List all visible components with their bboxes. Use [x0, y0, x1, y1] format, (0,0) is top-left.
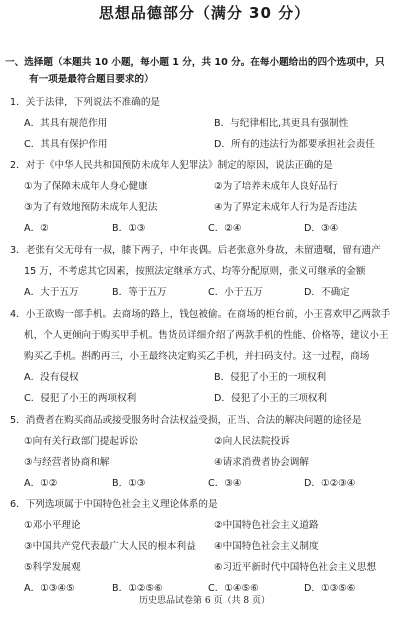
option-b: B．①③ — [112, 478, 146, 489]
stem-line: 15 万，不考虑其它因素，按照法定继承方式、均等分配原则，张义可继承的金额 — [24, 266, 366, 277]
option-a: A．没有侵权 — [24, 372, 79, 383]
option-b: B．等于五万 — [112, 287, 167, 298]
statement-3: ③为了有效地预防未成年人犯法 — [24, 202, 158, 213]
statement-1: ①为了保障未成年人身心健康 — [24, 181, 148, 192]
option-d: D．不确定 — [304, 287, 350, 298]
question-stem — [10, 304, 402, 367]
option-a: A．①③④⑤ — [24, 583, 75, 594]
option-b: B．①③ — [112, 223, 146, 234]
question-stem: 5．消费者在购买商品或接受服务时合法权益受损，正当、合法的解决问题的途径是 — [10, 415, 362, 426]
section-heading-line-1: 一、选择题（本题共 10 小题，每小题 1 分，共 10 分。在每小题给出的四个选项中，只 — [5, 57, 385, 68]
statement-2: ②中国特色社会主义道路 — [214, 520, 319, 531]
statement-6: ⑥习近平新时代中国特色社会主义思想 — [214, 562, 377, 573]
option-b: B．与纪律相比,其更具有强制性 — [214, 118, 349, 129]
statement-5: ⑤科学发展观 — [24, 562, 81, 573]
option-a: A．其具有规范作用 — [24, 118, 108, 129]
option-a: A．大于五万 — [24, 287, 79, 298]
question-1 — [10, 92, 402, 155]
statement-4: ④为了界定未成年人行为是否违法 — [214, 202, 357, 213]
option-d: D．①②③④ — [304, 478, 356, 489]
option-c: C．其具有保护作用 — [24, 139, 108, 150]
option-c: C．①④⑤⑥ — [208, 583, 259, 594]
option-d: D．所有的违法行为都要承担社会责任 — [214, 139, 375, 150]
option-c: C．②④ — [208, 223, 242, 234]
section-heading-line-2: 有一项是最符合题目要求的） — [29, 74, 154, 85]
question-6 — [10, 494, 402, 599]
question-stem: 6．下列选项属于中国特色社会主义理论体系的是 — [10, 499, 218, 510]
option-c: C．③④ — [208, 478, 242, 489]
option-c: C．侵犯了小王的两项权利 — [24, 393, 137, 404]
option-d: D．侵犯了小王的三项权利 — [214, 393, 327, 404]
statement-4: ④中国特色社会主义制度 — [214, 541, 319, 552]
question-3 — [10, 240, 402, 303]
question-5 — [10, 410, 402, 494]
option-d: D．①③⑤⑥ — [304, 583, 356, 594]
page-title: 思想品德部分（满分 30 分） — [98, 4, 311, 22]
statement-3: ③中国共产党代表最广大人民的根本利益 — [24, 541, 196, 552]
option-c: C．小于五万 — [208, 287, 263, 298]
statement-3: ③与经营者协商和解 — [24, 457, 110, 468]
stem-line: 3．老张有父无母有一叔，膝下两子，中年丧偶。后老张意外身故，未留遗嘱，留有遗产 — [10, 245, 381, 256]
stem-line: 4．小王欲购一部手机。去商场的路上，钱包被偷。在商场的柜台前，小王喜欢甲乙两款手 — [10, 309, 391, 320]
stem-line: 机，个人更倾向于购买甲手机。售货员详细介绍了两款手机的性能、价格等，建议小王 — [24, 330, 389, 341]
question-stem — [10, 240, 402, 282]
question-stem: 2．对于《中华人民共和国预防未成年人犯罪法》制定的原因，说法正确的是 — [10, 160, 333, 171]
page-footer: 历史思品试卷第 6 页（共 8 页） — [139, 596, 270, 606]
question-2 — [10, 155, 402, 239]
question-4 — [10, 304, 402, 409]
option-a: A．①② — [24, 478, 58, 489]
statement-1: ①向有关行政部门提起诉讼 — [24, 436, 139, 447]
option-b: B．①②⑤⑥ — [112, 583, 163, 594]
option-d: D．③④ — [304, 223, 339, 234]
statement-2: ②向人民法院投诉 — [214, 436, 290, 447]
stem-line: 购买乙手机。斟酌再三，小王最终决定购买乙手机，并扫码支付。这一过程，商场 — [24, 351, 370, 362]
option-a: A．② — [24, 223, 49, 234]
statement-1: ①邓小平理论 — [24, 520, 81, 531]
question-stem: 1．关于法律，下列说法不准确的是 — [10, 97, 161, 108]
statement-2: ②为了培养未成年人良好品行 — [214, 181, 338, 192]
option-b: B．侵犯了小王的一项权利 — [214, 372, 327, 383]
statement-4: ④请求消费者协会调解 — [214, 457, 309, 468]
section-heading — [5, 54, 405, 88]
